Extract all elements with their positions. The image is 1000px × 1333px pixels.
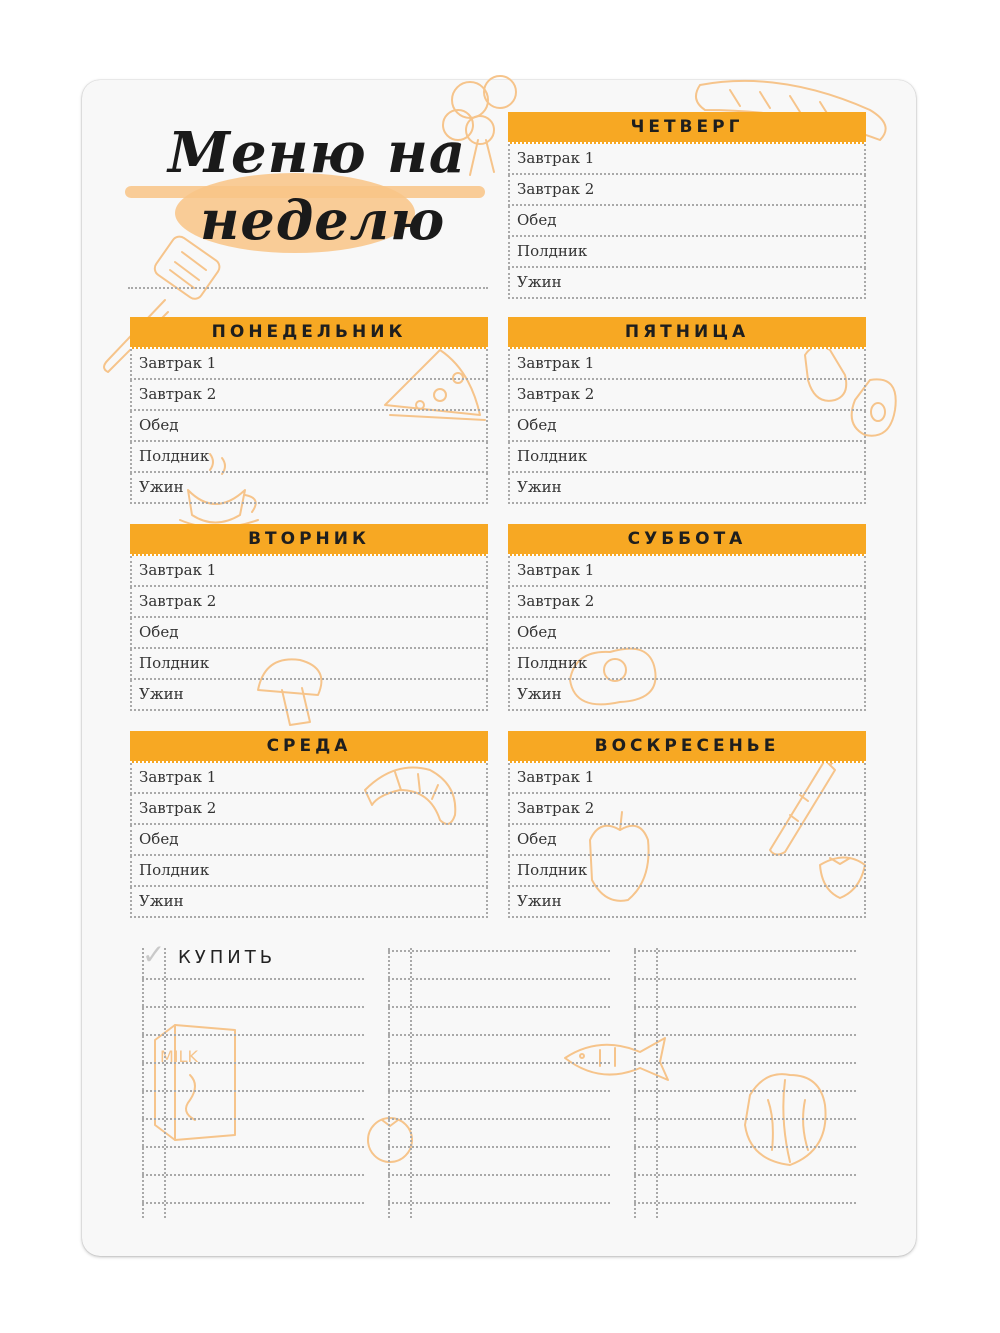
meal-label: Ужин [517,273,562,291]
meal-row[interactable] [508,794,866,825]
day-header: ПОНЕДЕЛЬНИК [130,317,488,349]
meal-label: Завтрак 1 [139,561,217,579]
meal-label: Полдник [517,654,588,672]
meal-row[interactable] [130,618,488,649]
meal-row[interactable] [508,587,866,618]
day-block-friday [508,317,866,504]
meal-row[interactable] [130,380,488,411]
day-block-wednesday [130,731,488,918]
meal-label: Обед [139,623,179,641]
meal-row[interactable] [508,175,866,206]
day-block-monday [130,317,488,504]
day-block-sunday [508,731,866,918]
day-header: ПЯТНИЦА [508,317,866,349]
meal-row[interactable] [508,380,866,411]
meal-label: Завтрак 1 [139,768,217,786]
meal-row[interactable] [130,587,488,618]
shopping-title: КУПИТЬ [178,947,277,968]
meal-row[interactable] [508,763,866,794]
meal-label: Полдник [517,861,588,879]
meal-label: Ужин [139,685,184,703]
meal-row[interactable] [130,649,488,680]
meal-label: Обед [517,211,557,229]
meal-row[interactable] [130,763,488,794]
shopping-column-3[interactable] [634,948,856,1218]
meal-label: Обед [517,623,557,641]
meal-label: Ужин [139,892,184,910]
meal-label: Полдник [139,861,210,879]
meal-row[interactable] [508,887,866,918]
meal-label: Завтрак 2 [517,592,595,610]
meal-row[interactable] [508,618,866,649]
meal-label: Завтрак 2 [517,799,595,817]
meal-label: Полдник [517,447,588,465]
shopping-column-2[interactable] [388,948,610,1218]
meal-label: Полдник [517,242,588,260]
meal-row[interactable] [130,856,488,887]
meal-label: Ужин [517,685,562,703]
day-header: СУББОТА [508,524,866,556]
meal-label: Обед [517,830,557,848]
meal-label: Полдник [139,654,210,672]
shopping-column-1[interactable] [142,948,364,1218]
day-header: СРЕДА [130,731,488,763]
meal-row[interactable] [130,680,488,711]
day-header: ЧЕТВЕРГ [508,112,866,144]
meal-row[interactable] [508,237,866,268]
meal-label: Завтрак 2 [139,799,217,817]
meal-row[interactable] [508,206,866,237]
meal-label: Завтрак 1 [139,354,217,372]
meal-label: Завтрак 1 [517,561,595,579]
meal-label: Завтрак 2 [139,592,217,610]
meal-row[interactable] [130,825,488,856]
day-block-tuesday [130,524,488,711]
meal-label: Завтрак 2 [139,385,217,403]
meal-row[interactable] [130,794,488,825]
meal-row[interactable] [508,649,866,680]
meal-label: Завтрак 2 [517,385,595,403]
meal-label: Ужин [517,892,562,910]
meal-label: Обед [139,830,179,848]
title-underline [128,287,488,289]
meal-row[interactable] [508,144,866,175]
meal-row[interactable] [130,556,488,587]
meal-row[interactable] [130,411,488,442]
page-title [120,108,490,258]
meal-row[interactable] [508,268,866,299]
meal-label: Обед [139,416,179,434]
meal-row[interactable] [508,411,866,442]
meal-row[interactable] [130,473,488,504]
meal-row[interactable] [130,349,488,380]
day-header: ВТОРНИК [130,524,488,556]
day-block-thursday [508,112,866,299]
meal-label: Обед [517,416,557,434]
meal-row[interactable] [508,556,866,587]
meal-label: Завтрак 1 [517,354,595,372]
meal-row[interactable] [508,825,866,856]
meal-row[interactable] [508,473,866,504]
meal-row[interactable] [508,680,866,711]
meal-label: Ужин [517,478,562,496]
meal-row[interactable] [508,349,866,380]
milk-carton-label: MILK [160,1047,198,1066]
meal-row[interactable] [130,887,488,918]
meal-row[interactable] [508,442,866,473]
meal-label: Завтрак 2 [517,180,595,198]
title-line-1: Меню на [168,120,467,186]
meal-row[interactable] [130,442,488,473]
meal-label: Завтрак 1 [517,768,595,786]
day-block-saturday [508,524,866,711]
title-line-2: неделю [200,188,446,252]
meal-label: Полдник [139,447,210,465]
meal-label: Завтрак 1 [517,149,595,167]
checkmark-icon: ✓ [142,938,166,971]
meal-row[interactable] [508,856,866,887]
day-header: ВОСКРЕСЕНЬЕ [508,731,866,763]
meal-label: Ужин [139,478,184,496]
